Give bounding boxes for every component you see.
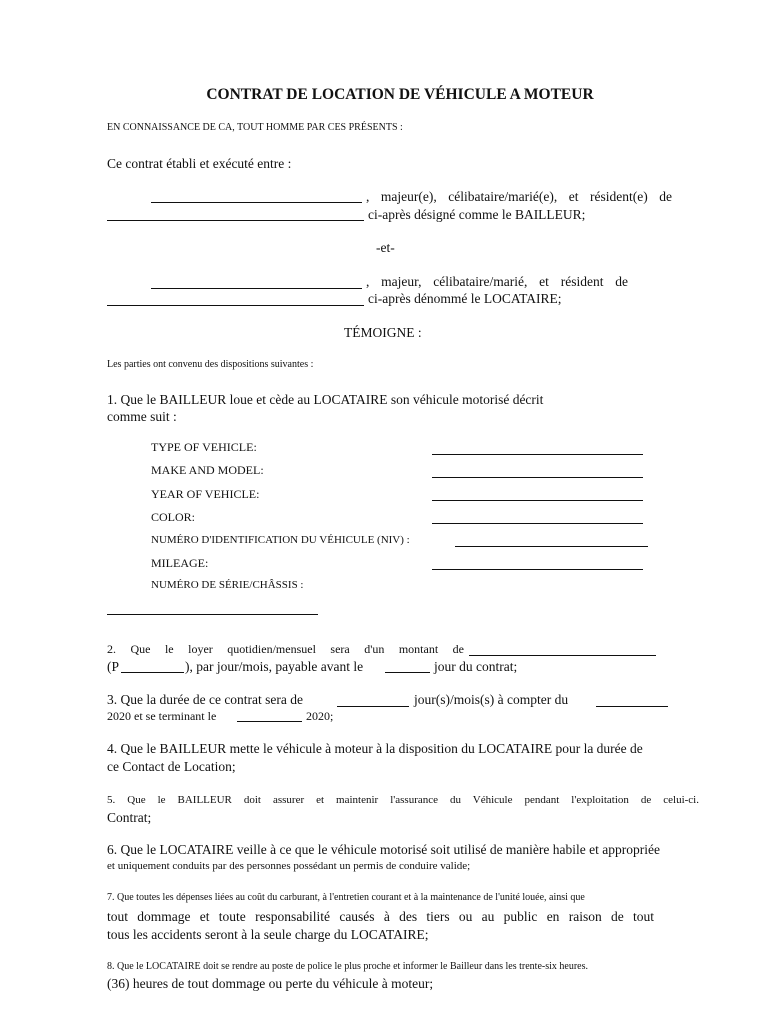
field-label-type: TYPE OF VEHICLE: — [151, 440, 257, 454]
clause5-line1: 5. Que le BAILLEUR doit assurer et maintenir l'assurance du Véhicule pendant l'exploitation de celui-ci. — [107, 794, 699, 806]
clause3-part4: 2020; — [306, 709, 334, 723]
clause7-line1: 7. Que toutes les dépenses liées au coût du carburant, à l'entretien courant et à la maintenance de l'unité louée, ainsi que — [107, 892, 585, 903]
clause1-line2: comme suit : — [107, 409, 177, 424]
clause7-line3: tous les accidents seront à la seule charge du LOCATAIRE; — [107, 927, 429, 942]
clause3-part2: jour(s)/mois(s) à compter du — [414, 692, 569, 707]
clause1-line1: 1. Que le BAILLEUR loue et cède au LOCATAIRE son véhicule motorisé décrit — [107, 392, 544, 407]
field-label-niv: NUMÉRO D'IDENTIFICATION DU VÉHICULE (NIV) : — [151, 534, 410, 546]
clause3-part1: 3. Que la durée de ce contrat sera de — [107, 692, 304, 707]
field-blank-color[interactable] — [432, 523, 643, 524]
lessee-line1: , majeur, célibataire/marié, et résident de — [366, 274, 628, 289]
clause2-part2: (P — [107, 659, 120, 674]
field-label-serial: NUMÉRO DE SÉRIE/CHÂSSIS : — [151, 579, 304, 591]
clause6-line1: 6. Que le LOCATAIRE veille à ce que le véhicule motorisé soit utilisé de manière habile et appropriée — [107, 842, 660, 857]
lessor-name-blank[interactable] — [151, 202, 362, 203]
temoigne-heading: TÉMOIGNE : — [344, 325, 422, 340]
clause2-currency-blank[interactable] — [121, 672, 184, 673]
et-separator: -et- — [376, 240, 395, 255]
lessee-residence-blank[interactable] — [107, 305, 364, 306]
field-label-color: COLOR: — [151, 510, 196, 524]
field-blank-type[interactable] — [432, 454, 643, 455]
clause4-line2: ce Contact de Location; — [107, 759, 236, 774]
field-blank-serial[interactable] — [107, 614, 318, 615]
parties-text: Les parties ont convenu des dispositions suivantes : — [107, 359, 314, 370]
field-blank-mileage[interactable] — [432, 569, 643, 570]
clause2-part3: ), par jour/mois, payable avant le — [185, 659, 364, 674]
field-label-mileage: MILEAGE: — [151, 556, 209, 570]
clause8-line1: 8. Que le LOCATAIRE doit se rendre au poste de police le plus proche et informer le Bailleur dans les trente-six heures. — [107, 961, 588, 972]
field-label-make: MAKE AND MODEL: — [151, 463, 264, 477]
clause5-line2: Contrat; — [107, 810, 152, 825]
lessee-line2: ci-après dénommé le LOCATAIRE; — [368, 291, 562, 306]
clause2-part4: jour du contrat; — [434, 659, 518, 674]
field-blank-year[interactable] — [432, 500, 643, 501]
field-blank-make[interactable] — [432, 477, 643, 478]
clause6-line2: et uniquement conduits par des personnes possédant un permis de conduire valide; — [107, 860, 471, 872]
intro-text: EN CONNAISSANCE DE CA, TOUT HOMME PAR CES PRÉSENTS : — [107, 122, 403, 133]
lessee-name-blank[interactable] — [151, 288, 362, 289]
clause2-part1: 2. Que le loyer quotidien/mensuel sera d'un montant de — [107, 642, 464, 656]
clause3-duration-blank[interactable] — [337, 706, 409, 707]
between-text: Ce contrat établi et exécuté entre : — [107, 156, 292, 171]
lessor-line1: , majeur(e), célibataire/marié(e), et résident(e) de — [366, 189, 672, 204]
clause8-line2: (36) heures de tout dommage ou perte du véhicule à moteur; — [107, 976, 434, 991]
field-blank-niv[interactable] — [455, 546, 648, 547]
lessor-residence-blank[interactable] — [107, 220, 364, 221]
field-label-year: YEAR OF VEHICLE: — [151, 487, 260, 501]
clause7-line2: tout dommage et toute responsabilité causés à des tiers ou au public en raison de tout — [107, 909, 654, 924]
clause3-end-blank[interactable] — [237, 721, 302, 722]
lessor-line2: ci-après désigné comme le BAILLEUR; — [368, 207, 586, 222]
clause3-part3: 2020 et se terminant le — [107, 709, 217, 723]
contract-title: CONTRAT DE LOCATION DE VÉHICULE A MOTEUR — [206, 86, 594, 103]
clause2-day-blank[interactable] — [385, 672, 430, 673]
clause2-amount-blank[interactable] — [469, 655, 656, 656]
clause4-line1: 4. Que le BAILLEUR mette le véhicule à moteur à la disposition du LOCATAIRE pour la durée de — [107, 741, 643, 756]
clause3-start-blank[interactable] — [596, 706, 668, 707]
